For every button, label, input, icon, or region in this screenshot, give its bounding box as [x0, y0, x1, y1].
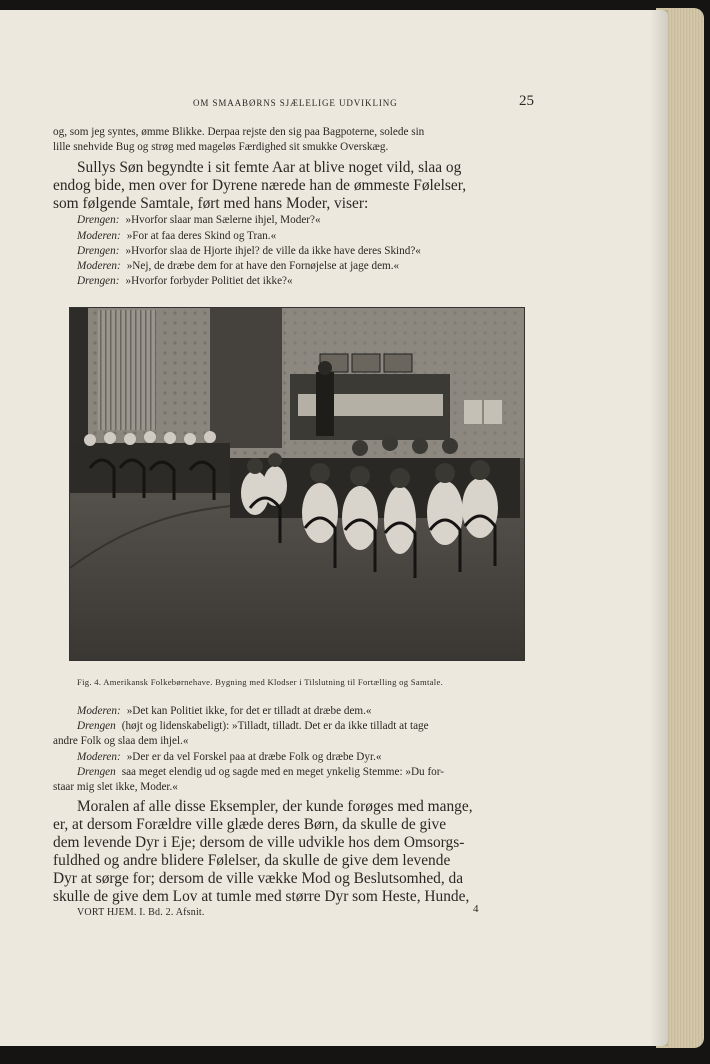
dialogue-line	[77, 214, 321, 226]
speech: »Nej, de dræbe dem for at have den Fornøjelse at jage dem.«	[126, 260, 400, 272]
page-shadow	[650, 10, 668, 1046]
speech: andre Folk og slaa dem ihjel.«	[53, 735, 189, 747]
dialogue-line	[77, 275, 293, 287]
paragraph-line: endog bide, men over for Dyrene nærede han de ømmeste Følelser,	[53, 177, 467, 194]
page-number: 25	[519, 93, 534, 109]
dialogue-line	[77, 230, 276, 242]
dialogue-line	[53, 781, 178, 793]
paragraph-line: Moralen af alle disse Eksempler, der kunde forøges med mange,	[77, 798, 473, 815]
speaker: Moderen:	[77, 260, 121, 272]
photo-illustration	[70, 308, 524, 660]
paragraph-line: er, at dersom Forældre ville glæde deres Børn, da skulle de give	[53, 816, 447, 833]
speech: »Hvorfor slaa de Hjorte ihjel? de ville da ikke have deres Skind?«	[125, 245, 421, 257]
speaker: Moderen:	[77, 751, 121, 763]
signature-line: VORT HJEM. I. Bd. 2. Afsnit.	[77, 907, 205, 918]
speech: »Der er da vel Forskel paa at dræbe Folk og dræbe Dyr.«	[126, 751, 382, 763]
dialogue-line	[77, 766, 444, 778]
paragraph-line: Sullys Søn begyndte i sit femte Aar at blive noget vild, slaa og	[77, 159, 462, 176]
speech: staar mig slet ikke, Moder.«	[53, 781, 178, 793]
paragraph-line: skulle de give dem Lov at tumle med større Dyr som Heste, Hunde,	[53, 888, 470, 905]
speech: »Hvorfor slaar man Sælerne ihjel, Moder?«	[125, 214, 321, 226]
paragraph-line: fuldhed og andre blidere Følelser, da skulle de give dem levende	[53, 852, 451, 869]
paragraph-line: som følgende Samtale, ført med hans Moder, viser:	[53, 195, 369, 212]
paragraph-line: Dyr at sørge for; dersom de ville vække Mod og Beslutsomhed, da	[53, 870, 464, 887]
speech: »Det kan Politiet ikke, for det er tilladt at dræbe dem.«	[126, 705, 372, 717]
speech: »For at faa deres Skind og Tran.«	[126, 230, 277, 242]
speaker: Moderen:	[77, 705, 121, 717]
speech: saa meget elendig ud og sagde med en meget ynkelig Stemme: »Du for-	[121, 766, 444, 778]
signature-mark: 4	[473, 903, 479, 915]
intro-line: og, som jeg syntes, ømme Blikke. Derpaa rejste den sig paa Bagpoterne, solede sin	[53, 126, 425, 138]
dialogue-line	[77, 245, 421, 257]
running-header: OM SMAABØRNS SJÆLELIGE UDVIKLING	[193, 98, 398, 108]
paragraph-line: dem levende Dyr i Eje; dersom de ville udvikle hos dem Omsorgs-	[53, 834, 465, 851]
speaker: Drengen:	[77, 214, 120, 226]
speech: »Hvorfor forbyder Politiet det ikke?«	[125, 275, 293, 287]
dialogue-line	[77, 720, 429, 732]
dialogue-line	[77, 260, 399, 272]
intro-line: lille snehvide Bug og strøg med mageløs Færdighed sit smukke Overskæg.	[53, 141, 389, 153]
speaker: Drengen	[77, 720, 116, 732]
dialogue-line	[77, 705, 372, 717]
speaker: Moderen:	[77, 230, 121, 242]
dialogue-line	[77, 751, 381, 763]
kindergarten-photograph	[69, 307, 525, 661]
figure-caption: Fig. 4. Amerikansk Folkebørnehave. Bygning med Klodser i Tilslutning til Fortælling og Samtale.	[77, 677, 444, 687]
speaker: Drengen:	[77, 245, 120, 257]
dialogue-line	[53, 735, 188, 747]
speaker: Drengen:	[77, 275, 120, 287]
speaker: Drengen	[77, 766, 116, 778]
speech: (højt og lidenskabeligt): »Tilladt, tilladt. Det er da ikke tilladt at tage	[121, 720, 429, 732]
